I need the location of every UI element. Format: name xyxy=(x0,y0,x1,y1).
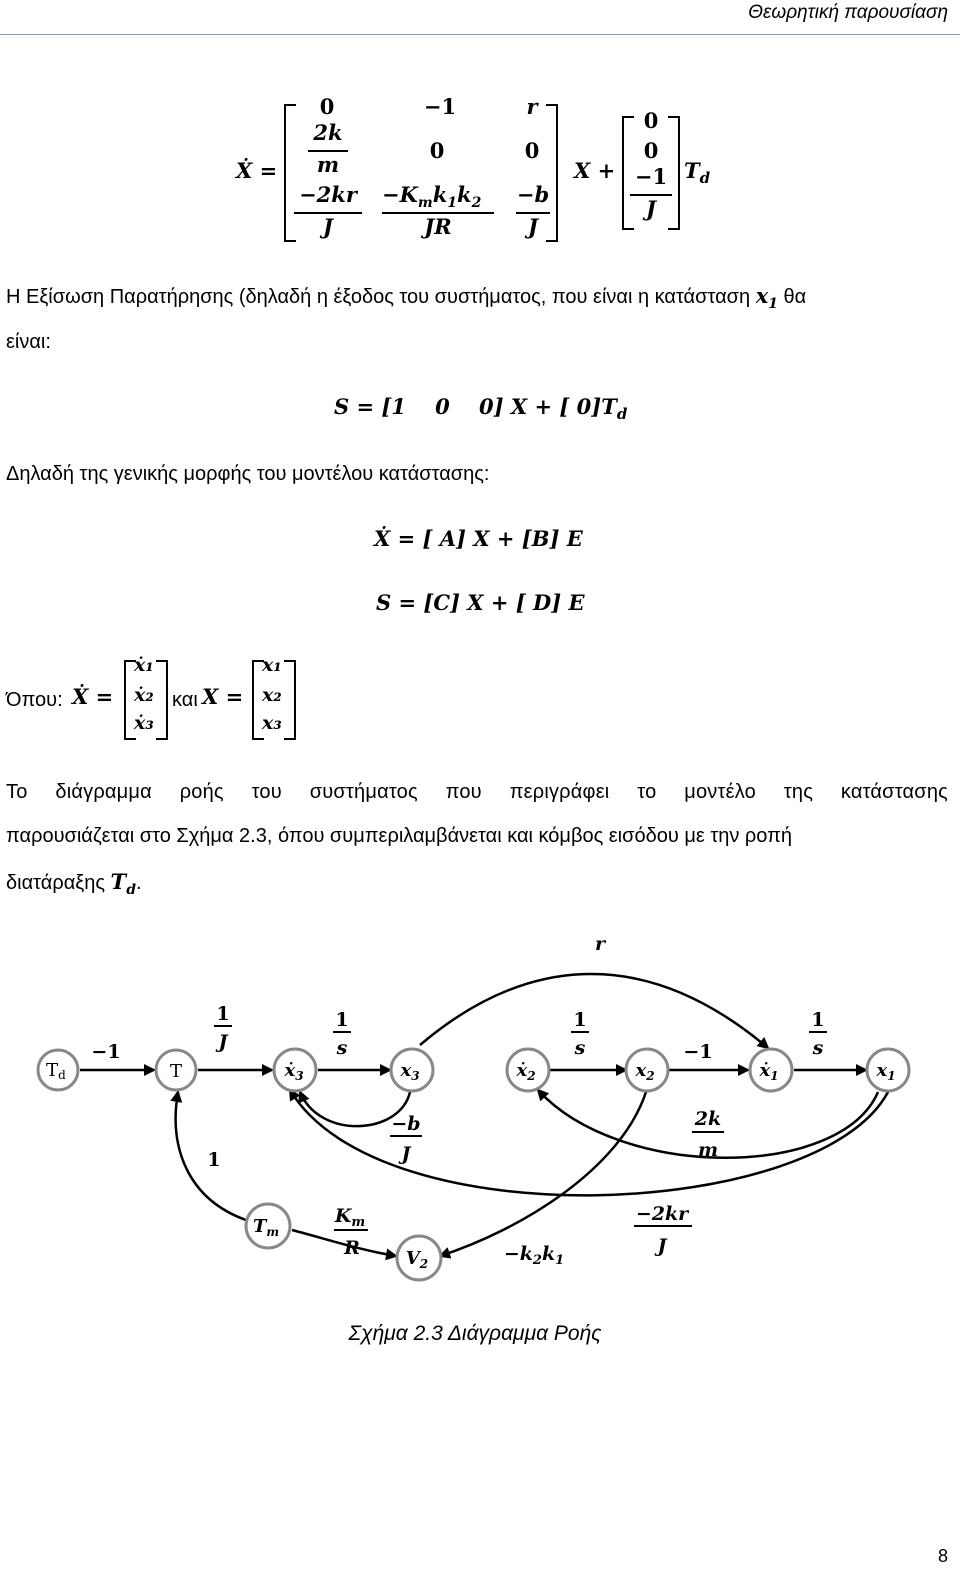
label-x1: $x_1$ xyxy=(876,1060,896,1083)
a32-den: JR xyxy=(424,214,452,239)
gain-minus-k2k1: $-k_2k_1$ xyxy=(503,1243,565,1268)
gain-1-over-j-num: 1 xyxy=(216,1003,230,1025)
td-input: $T_d$ xyxy=(684,158,711,188)
x1-inline: $x_1$ xyxy=(755,283,778,313)
x3: x₃ xyxy=(262,712,282,734)
general-form-eq1: Ẋ = [ A] X + [B] E xyxy=(374,526,583,551)
edge-x3-x1dot-r xyxy=(420,974,768,1048)
gain-1-over-s-b-num: 1 xyxy=(573,1009,587,1031)
gain-2k-over-m-num: 2k xyxy=(694,1108,722,1130)
edge-x2-v2 xyxy=(440,1092,646,1256)
label-t: T xyxy=(169,1061,183,1082)
where-label: Όπου: xyxy=(6,689,63,711)
paragraph-general-form: Δηλαδή της γενικής μορφής του μοντέλου κατάστασης: xyxy=(6,463,490,485)
gain-one: 1 xyxy=(207,1149,221,1171)
b1: 0 xyxy=(643,108,659,133)
gain-km-over-r-num: $K_m$ xyxy=(334,1205,366,1230)
gain-1-over-j-den: J xyxy=(218,1031,228,1053)
b2: 0 xyxy=(643,138,659,163)
gain-minus-one-a: −1 xyxy=(91,1041,121,1063)
xdot1: ẋ₁ xyxy=(134,654,154,676)
b3-num: −1 xyxy=(634,164,668,189)
x2: x₂ xyxy=(262,684,282,706)
page-number: 8 xyxy=(937,1546,948,1566)
label-x1dot: ẋ$_1$ xyxy=(759,1060,779,1083)
a12: −1 xyxy=(423,94,457,119)
gain-2k-over-m-den: m xyxy=(697,1139,719,1161)
xdot3: ẋ₃ xyxy=(134,712,154,734)
xdot2: ẋ₂ xyxy=(134,684,154,706)
header-rule xyxy=(0,34,960,35)
paragraph-observation-line2: είναι: xyxy=(6,331,51,353)
label-v2: $V_2$ xyxy=(405,1248,429,1271)
paragraph-diagram-line2: παρουσιάζεται στο Σχήμα 2.3, όπου συμπεριλαμβάνεται και κόμβος εισόδου με την ροπή xyxy=(6,825,793,847)
paragraph-diagram-line1: Το διάγραμμα ροής του συστήματος που περιγράφει το μοντέλο της κατάστασης xyxy=(6,781,948,803)
figure-caption: Σχήμα 2.3 Διάγραμμα Ροής xyxy=(348,1322,602,1345)
gain-minus-one-b: −1 xyxy=(683,1041,713,1063)
gain-1-over-s-c-den: s xyxy=(812,1037,824,1059)
a33-den: J xyxy=(528,214,538,239)
general-form-eq2: S = [C] X + [ D] E xyxy=(376,590,585,615)
output-equation: S = [1 0 0] X + [ $0]T_d$ xyxy=(334,394,628,424)
gain-r: r xyxy=(594,933,606,955)
paragraph-diagram-line3: διατάραξης $T_d$. xyxy=(6,869,142,899)
label-x2: $x_2$ xyxy=(635,1060,655,1083)
label-x3: $x_3$ xyxy=(400,1060,420,1083)
a31-den: J xyxy=(323,214,333,239)
label-x3dot: ẋ$_3$ xyxy=(284,1060,304,1083)
a21-num: 2k xyxy=(313,120,343,145)
label-x2dot: ẋ$_2$ xyxy=(516,1060,536,1083)
a31-num: −2kr xyxy=(299,182,357,207)
xdot-lhs: Ẋ = xyxy=(72,684,114,709)
a23: 0 xyxy=(524,138,540,163)
gain-1-over-s-b-den: s xyxy=(574,1037,586,1059)
gain-minus-b-over-j-den: J xyxy=(401,1143,411,1165)
state-eq-mid: X + xyxy=(574,158,616,183)
x-right-bracket xyxy=(284,660,296,740)
gain-1-over-s-a-num: 1 xyxy=(335,1009,349,1031)
gain-minus-b-over-j-num: −b xyxy=(391,1113,421,1135)
label-td: Td xyxy=(46,1060,66,1082)
a21-den: m xyxy=(316,152,340,177)
b3-den: J xyxy=(646,196,656,221)
gain-km-over-r-den: R xyxy=(344,1237,360,1259)
signal-flow-diagram xyxy=(0,920,960,1300)
a11: 0 xyxy=(319,94,335,119)
edge-x1-x3dot xyxy=(290,1090,888,1195)
state-eq-lhs: Ẋ = xyxy=(236,158,278,183)
gain-minus-2kr-over-j-num: −2kr xyxy=(635,1203,689,1225)
a22: 0 xyxy=(429,138,445,163)
gain-1-over-s-c-num: 1 xyxy=(811,1009,825,1031)
paragraph-observation: Η Εξίσωση Παρατήρησης (δηλαδή η έξοδος του συστήματος, που είναι η κατάσταση $x_1$ θα xyxy=(6,283,807,313)
running-header: Θεωρητική παρουσίαση xyxy=(748,2,948,23)
x-lhs: X = xyxy=(202,684,244,709)
xdot-right-bracket xyxy=(156,660,168,740)
a32-num: $-K_mk_1k_2$ xyxy=(382,182,482,212)
gain-1-over-s-a-den: s xyxy=(336,1037,348,1059)
a33-num: −b xyxy=(516,182,550,207)
label-tm: $T_m$ xyxy=(252,1216,280,1239)
a13: r xyxy=(526,94,538,119)
gain-minus-2kr-over-j-den: J xyxy=(657,1235,667,1257)
x1: x₁ xyxy=(262,654,282,676)
and-word: και xyxy=(172,689,198,711)
